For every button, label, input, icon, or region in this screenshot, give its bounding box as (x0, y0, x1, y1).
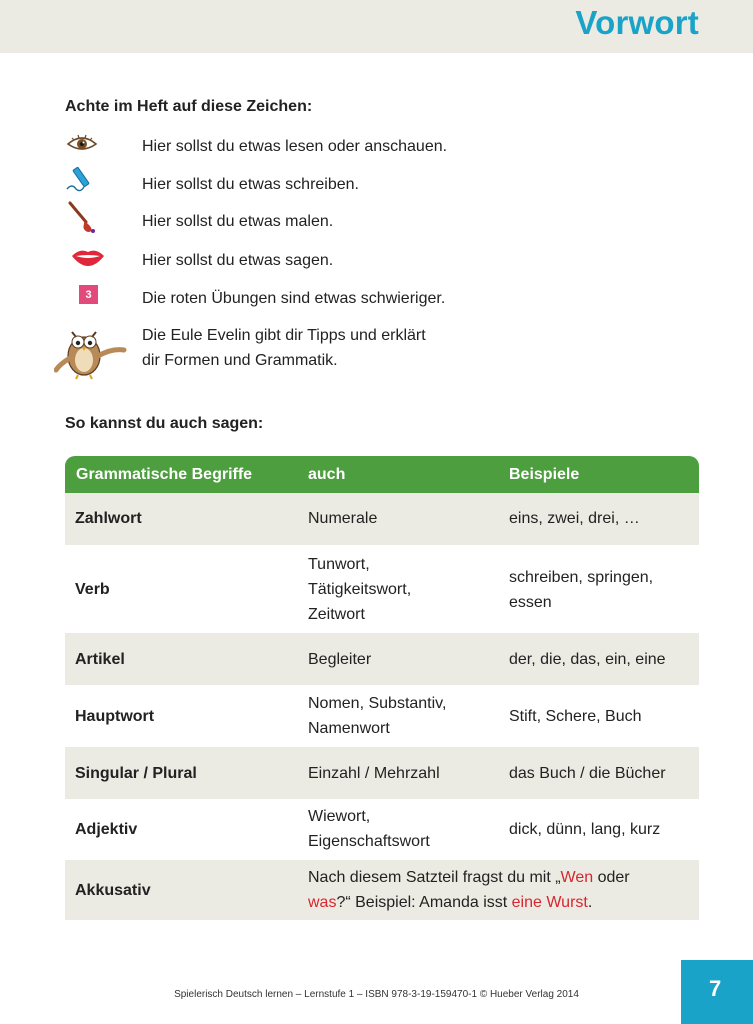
legend-text: Die roten Übungen sind etwas schwieriger. (142, 290, 446, 307)
table-heading: So kannst du auch sagen: (65, 415, 264, 432)
row-also: Namenwort (308, 720, 390, 737)
row-examples: Stift, Schere, Buch (509, 708, 642, 725)
table-header (65, 456, 699, 493)
row-note-line1: Nach diesem Satzteil fragst du mit „Wen oder (308, 869, 630, 886)
row-term: Hauptwort (75, 708, 155, 725)
grammar-table (65, 456, 699, 920)
highlight-wen: Wen (560, 869, 594, 886)
legend-text: Hier sollst du etwas lesen oder anschauen. (142, 138, 448, 155)
row-examples: der, die, das, ein, eine (509, 651, 666, 668)
row-also: Eigenschaftswort (308, 833, 430, 850)
footer-citation: Spielerisch Deutsch lernen – Lernstufe 1 – ISBN 978-3-19-159470-1 © Hueber Verlag 2014 (174, 989, 579, 1000)
row-term: Singular / Plural (75, 765, 197, 782)
row-examples: eins, zwei, drei, … (509, 510, 640, 527)
row-term: Akkusativ (75, 882, 151, 899)
table-row (65, 633, 699, 685)
row-examples: schreiben, springen, (509, 569, 654, 586)
row-also: Tätigkeitswort, (308, 581, 412, 598)
column-header-term: Grammatische Begriffe (76, 466, 253, 483)
row-also: Nomen, Substantiv, (308, 695, 447, 712)
row-term: Artikel (75, 651, 125, 668)
table-row (65, 493, 699, 545)
paintbrush-icon (66, 200, 98, 239)
column-header-examples: Beispiele (509, 466, 580, 483)
row-examples: dick, dünn, lang, kurz (509, 821, 661, 838)
row-term: Zahlwort (75, 510, 142, 527)
legend-heading: Achte im Heft auf diese Zeichen: (65, 98, 313, 115)
legend-text: Hier sollst du etwas schreiben. (142, 176, 359, 193)
page-number: 7 (709, 976, 722, 1001)
column-header-also: auch (308, 466, 346, 483)
table-row (65, 860, 699, 920)
highlight-was: was (308, 894, 337, 911)
row-also: Numerale (308, 510, 378, 527)
page-number-box (681, 960, 753, 1024)
legend-text-line1: Die Eule Evelin gibt dir Tipps und erklärt (142, 327, 426, 344)
row-note-line2: was?“ Beispiel: Amanda isst eine Wurst. (308, 894, 593, 911)
legend-text-line2: dir Formen und Grammatik. (142, 352, 338, 369)
pen-icon (66, 165, 98, 198)
table-row (65, 799, 699, 860)
number-badge-icon: 3 (79, 285, 98, 304)
owl-icon (54, 320, 128, 385)
highlight-eine-wurst: eine Wurst (511, 894, 588, 911)
legend-text: Hier sollst du etwas sagen. (142, 252, 334, 269)
mouth-icon (71, 247, 105, 272)
page-title: Vorwort (575, 4, 699, 41)
row-also: Wiewort, (308, 808, 371, 825)
table-row (65, 747, 699, 799)
table-row (65, 685, 699, 747)
row-also: Zeitwort (308, 606, 365, 623)
row-also: Begleiter (308, 651, 372, 668)
row-term: Adjektiv (75, 821, 138, 838)
row-also: Einzahl / Mehrzahl (308, 765, 440, 782)
legend-text: Hier sollst du etwas malen. (142, 213, 334, 230)
row-examples: das Buch / die Bücher (509, 765, 666, 782)
eye-icon (66, 134, 98, 159)
table-row (65, 545, 699, 633)
row-term: Verb (75, 581, 110, 598)
row-also: Tunwort, (308, 556, 370, 573)
row-examples: essen (509, 594, 552, 611)
